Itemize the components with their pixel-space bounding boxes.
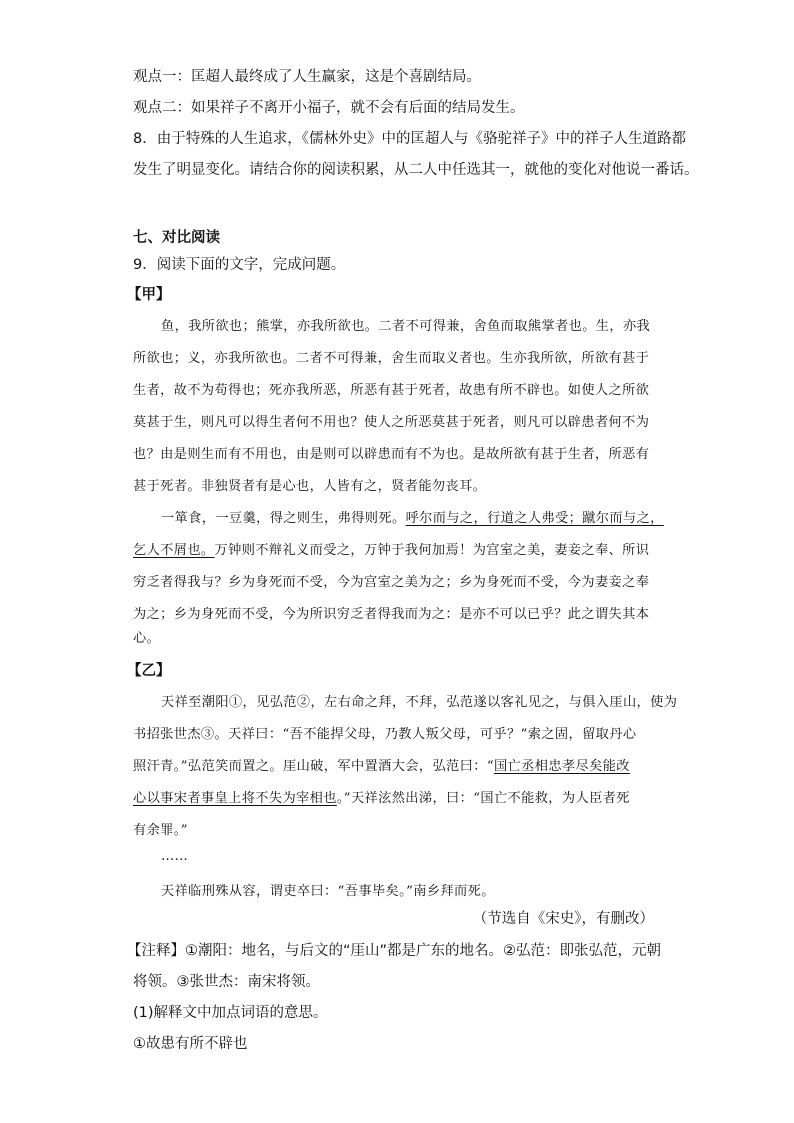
yi-line-4 [133,789,630,809]
jia-p2-line-2 [133,541,649,561]
question-8-line-2: 发生了明显变化。请结合你的阅读积累，从二人中任选其一，就他的变化对他说一番话。 [133,162,699,178]
jia-p1-line: 生者，故不为苟得也；死亦我所恶，所恶有甚于死者，故患有所不辟也。如使人之所欲 [133,383,650,398]
underlined-sentence: 乞人不屑也。 [133,543,215,558]
viewpoint-one: 观点一：匡超人最终成了人生赢家，这是个喜剧结局。 [133,69,481,85]
yi-line: 天祥至潮阳①，见弘范②，左右命之拜，不拜，弘范遂以客礼见之，与俱入厓山，使为 [161,695,678,710]
yi-line: 有余罪。” [133,823,188,838]
underlined-sentence: 国亡丞相忠孝尽矣能改 [493,759,630,774]
annotation-line-2: 将领。③张世杰：南宋将领。 [133,974,320,990]
jia-p1-line: 甚于死者。非独贤者有是心也，人皆有之，贤者能勿丧耳。 [133,479,487,494]
jia-p2-line: 心。 [133,631,161,646]
viewpoint-two: 观点二：如果祥子不离开小福子，就不会有后面的结局发生。 [133,100,525,116]
annotation-line-1: 【注释】①潮阳：地名，与后文的“厓山”都是广东的地名。②弘范：即张弘范，元朝 [127,943,662,959]
jia-p2-text: 一箪食，一豆羹，得之则生，弗得则死。 [161,511,406,526]
underlined-sentence: 呼尔而与之，行道之人弗受；蹴尔而与之， [405,511,664,526]
underlined-sentence: 心以事宋者事皇上将不失为宰相也 [133,791,337,806]
jia-p1-line: 鱼，我所欲也；熊掌，亦我所欲也。二者不可得兼，舍鱼而取熊掌者也。生，亦我 [161,319,651,334]
jia-p2-line: 为之；乡为身死而不受，今为所识穷乏者得我而为之：是亦不可以已乎？此之谓失其本 [133,607,650,622]
sub-question-1-item: ①故患有所不辟也 [133,1036,248,1052]
jia-p2-line: 穷乏者得我与？乡为身死而不受，今为宫室之美为之；乡为身死而不受，今为妻妾之奉 [133,575,650,590]
question-9-prompt: 9．阅读下面的文字，完成问题。 [133,257,346,273]
yi-line: 书招张世杰③。天祥曰：“吾不能捍父母，乃教人叛父母，可乎？”索之固，留取丹心 [133,727,637,742]
source-note: （节选自《宋史》，有删改） [472,911,654,927]
yi-text: 。”天祥泫然出涕，曰：“国亡不能救，为人臣者死 [336,791,630,806]
jia-p2-line-1 [161,509,664,529]
jia-p1-line: 也？由是则生而有不用也，由是则可以辟患而有不为也。是故所欲有甚于生者，所恶有 [133,447,650,462]
jia-p1-line: 所欲也；义，亦我所欲也。二者不可得兼，舍生而取义者也。生亦我所欲，所欲有甚于 [133,351,650,366]
ellipsis: …… [161,849,189,864]
jia-p2-text: 万钟则不辩礼义而受之，万钟于我何加焉！为宫室之美，妻妾之奉、所识 [214,543,650,558]
jia-p1-line: 莫甚于生，则凡可以得生者何不用也？使人之所恶莫甚于死者，则凡可以辟患者何不为 [133,415,650,430]
sub-question-1: (1)解释文中加点词语的意思。 [133,1005,328,1021]
passage-jia-label: 【甲】 [127,287,171,303]
question-8-line-1: 8．由于特殊的人生追求，《儒林外史》中的匡超人与《骆驼祥子》中的祥子人生道路都 [133,131,686,147]
yi-line-3 [133,757,630,777]
yi-line: 天祥临刑殊从容，谓吏卒曰：“吾事毕矣。”南乡拜而死。 [161,884,495,899]
section-heading: 七、对比阅读 [133,230,220,246]
yi-text: 照汗青。”弘范笑而置之。厓山破，军中置酒大会，弘范曰：“ [133,759,494,774]
passage-yi-label: 【乙】 [127,663,171,679]
